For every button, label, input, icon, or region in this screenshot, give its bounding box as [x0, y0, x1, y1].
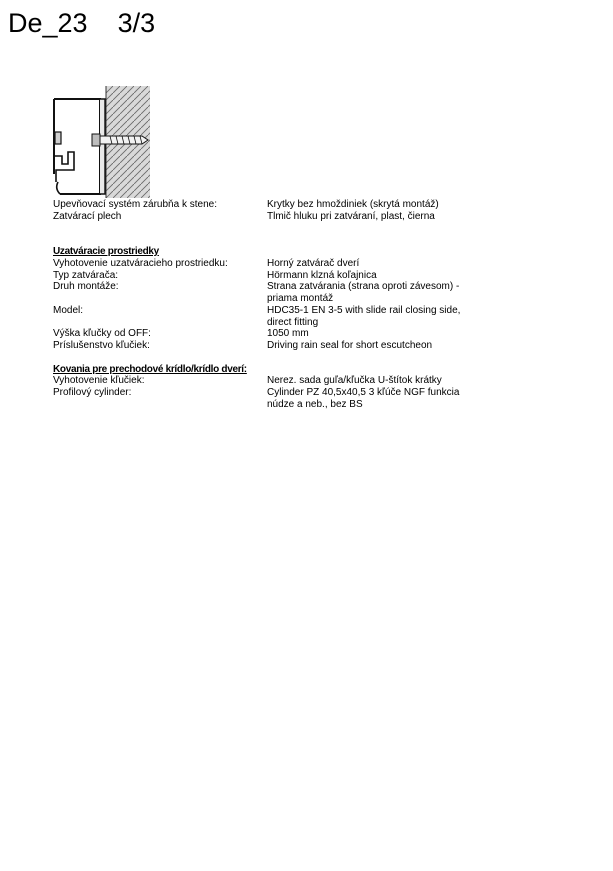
row-value-continued: direct fitting: [267, 317, 319, 328]
row-value: Driving rain seal for short escutcheon: [267, 340, 433, 351]
row-value: Strana zatvárania (strana oproti závesom) -: [267, 281, 460, 292]
row-value: Krytky bez hmoždiniek (skrytá montáž): [267, 199, 439, 210]
row-label: Typ zatvárača:: [53, 270, 119, 281]
row-value-continued: priama montáž: [267, 293, 334, 304]
row-label: Upevňovací systém zárubňa k stene:: [53, 199, 217, 210]
row-label: Zatvárací plech: [53, 211, 122, 222]
row-label: Profilový cylinder:: [53, 387, 132, 398]
row-value: HDC35-1 EN 3-5 with slide rail closing side,: [267, 305, 461, 316]
row-label: Vyhotovenie uzatváracieho prostriedku:: [53, 258, 228, 269]
row-value: Nerez. sada guľa/kľučka U-štítok krátky: [267, 375, 442, 386]
row-label: Vyhotovenie kľučiek:: [53, 375, 145, 386]
door-frame-wall-anchor-section-drawing: [50, 86, 152, 198]
row-value: Hörmann klzná koľajnica: [267, 270, 377, 281]
row-label: Druh montáže:: [53, 281, 119, 292]
row-value: 1050 mm: [267, 328, 309, 339]
page-title: De_23 3/3: [8, 8, 156, 38]
row-label: Príslušenstvo kľučiek:: [53, 340, 150, 351]
row-label: Výška kľučky od OFF:: [53, 328, 151, 339]
section-heading-closing: Uzatváracie prostriedky: [53, 246, 159, 257]
row-value-continued: núdze a neb., bez BS: [267, 399, 363, 410]
row-value: Cylinder PZ 40,5x40,5 3 kľúče NGF funkcia: [267, 387, 460, 398]
row-label: Model:: [53, 305, 84, 316]
section-heading-fittings: Kovania pre prechodové krídlo/krídlo dverí:: [53, 364, 247, 375]
row-value: Tlmič hluku pri zatváraní, plast, čierna: [267, 211, 435, 222]
row-value: Horný zatvárač dverí: [267, 258, 360, 269]
